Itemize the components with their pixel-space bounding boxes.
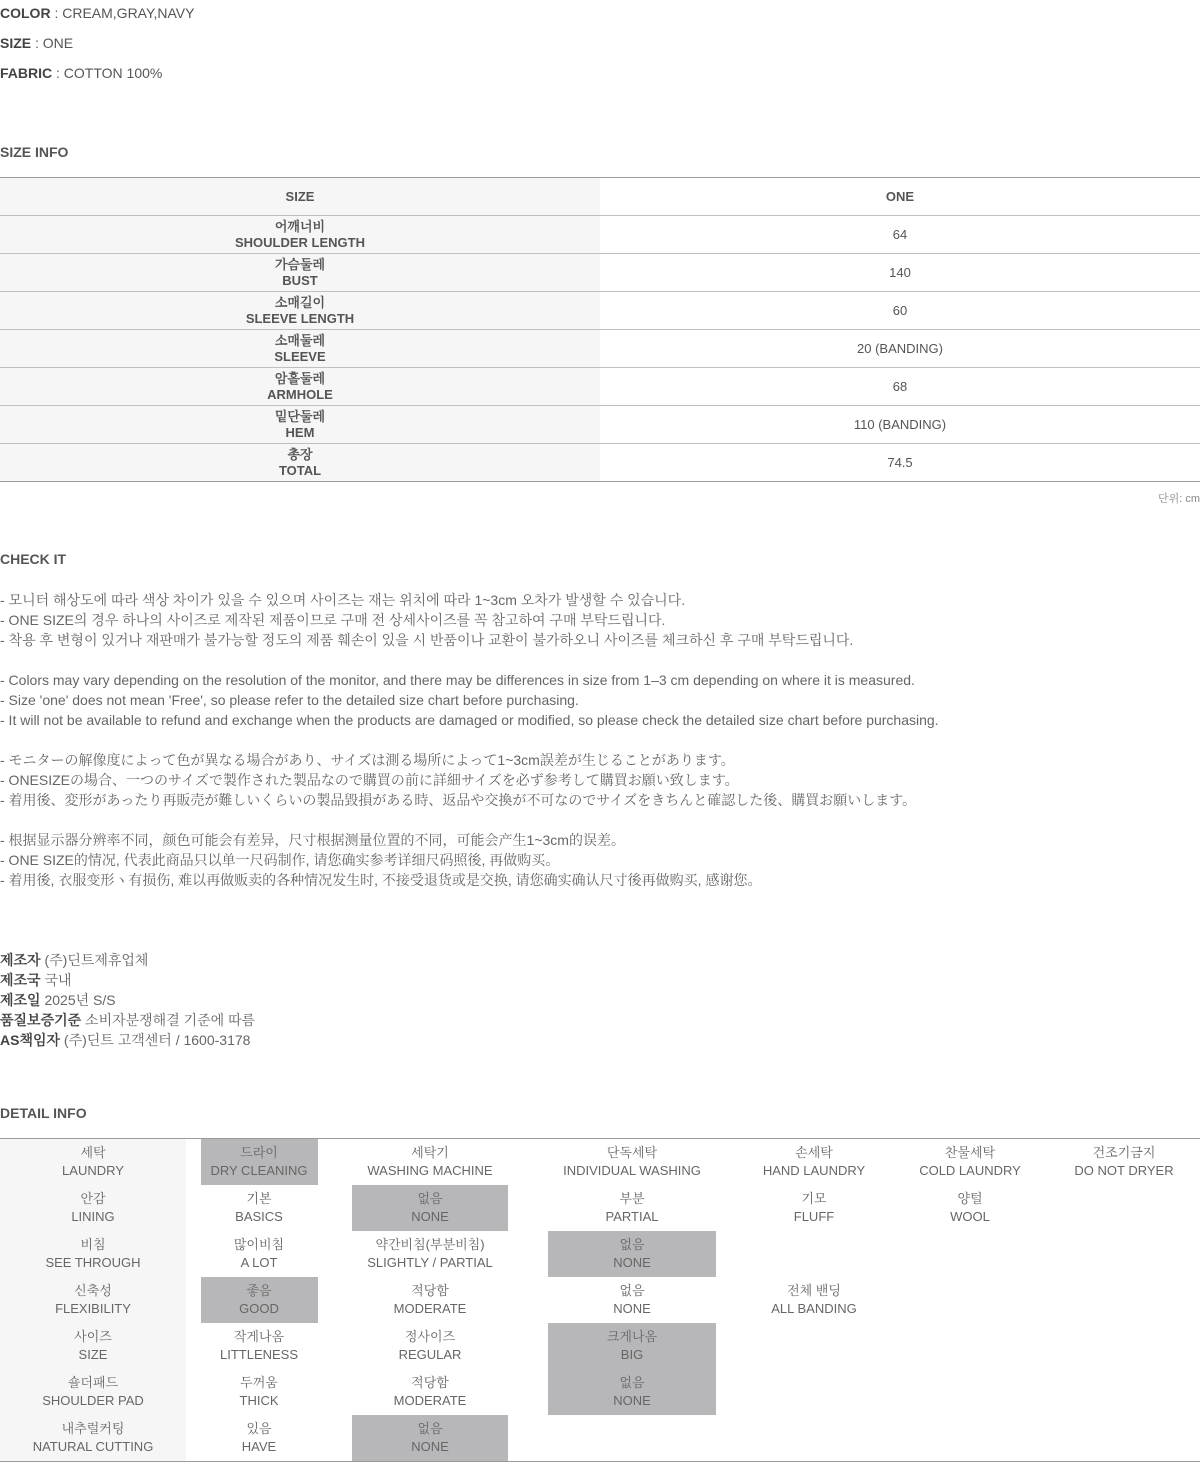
detail-empty-cell — [1048, 1185, 1200, 1231]
row-value: 64 — [600, 216, 1200, 254]
note-line: - Colors may vary depending on the resolution of the monitor, and there may be differences in size from 1–3 cm depending on where it is measured. — [0, 672, 915, 688]
detail-empty-cell — [736, 1231, 892, 1277]
detail-empty-cell — [736, 1369, 892, 1415]
detail-empty-cell — [892, 1231, 1048, 1277]
detail-option-selected — [332, 1185, 528, 1231]
selected-highlight: 없음 NONE — [548, 1369, 716, 1415]
detail-option: 건조기금지 DO NOT DRYER — [1048, 1139, 1200, 1186]
note-gap — [0, 810, 939, 830]
note-line: - ONESIZEの場合、一つのサイズで製作された製品なので購買の前に詳細サイズを必ず参考して購買お願い致します。 — [0, 772, 739, 788]
row-label: 어깨너비 SHOULDER LENGTH — [0, 216, 600, 254]
detail-empty-cell — [892, 1323, 1048, 1369]
detail-empty-cell — [736, 1323, 892, 1369]
table-row — [0, 216, 1200, 254]
detail-empty-cell — [528, 1415, 736, 1462]
row-label: 총장 TOTAL — [0, 444, 600, 482]
table-row — [0, 1415, 1200, 1462]
detail-option: 없음 NONE — [613, 1283, 651, 1316]
detail-empty-cell — [1048, 1323, 1200, 1369]
detail-option-selected — [528, 1231, 736, 1277]
maker-row: 품질보증기준 소비자분쟁해결 기준에 따름 — [0, 1012, 256, 1028]
row-label: 암홀둘레 ARMHOLE — [0, 368, 600, 406]
note-line: - It will not be available to refund and exchange when the products are damaged or modified, so please check the detailed size chart before purchasing. — [0, 712, 939, 728]
table-row — [0, 406, 1200, 444]
note-line: - ONE SIZE의 경우 하나의 사이즈로 제작된 제품이므로 구매 전 상세사이즈를 꼭 참고하여 구매 부탁드립니다. — [0, 612, 666, 628]
detail-option-selected — [528, 1369, 736, 1415]
size-table — [0, 177, 1200, 482]
row-value: 74.5 — [600, 444, 1200, 482]
selected-highlight: 없음 NONE — [352, 1185, 508, 1231]
unit-note: 단위: cm — [1157, 493, 1200, 505]
detail-empty-cell — [1048, 1369, 1200, 1415]
detail-row-label: 세탁 LAUNDRY — [0, 1139, 186, 1186]
spec-size: SIZE : ONE — [0, 35, 74, 51]
detail-option: 있음 HAVE — [186, 1415, 332, 1462]
selected-highlight: 없음 NONE — [352, 1415, 508, 1461]
table-row — [0, 330, 1200, 368]
detail-option: 기본 BASICS — [235, 1191, 283, 1224]
note-line: - 착용 후 변형이 있거나 재판매가 불가능할 정도의 제품 훼손이 있을 시 반품이나 교환이 불가하오니 사이즈를 체크하신 후 구매 부탁드립니다. — [0, 632, 854, 648]
detail-option: 전체 밴딩 ALL BANDING — [771, 1283, 857, 1316]
note-line: - Size 'one' does not mean 'Free', so please refer to the detailed size chart before purchasing. — [0, 692, 579, 708]
row-label: 가슴둘레 BUST — [0, 254, 600, 292]
detail-option: 단독세탁 INDIVIDUAL WASHING — [528, 1139, 736, 1186]
detail-row-label: 안감 LINING — [0, 1185, 186, 1231]
table-row — [0, 1139, 1200, 1186]
selected-highlight: 드라이 DRY CLEANING — [201, 1139, 318, 1185]
detail-option: 두꺼움 THICK — [239, 1375, 279, 1408]
detail-option-selected — [186, 1277, 332, 1323]
maker-info — [0, 950, 255, 1050]
detail-table — [0, 1138, 1200, 1462]
detail-empty-cell — [1048, 1415, 1200, 1462]
detail-info-title: DETAIL INFO — [0, 1105, 87, 1121]
detail-option-selected — [528, 1323, 736, 1369]
table-row — [0, 1277, 1200, 1323]
note-line: - 着用後, 衣服变形ヽ有损伤, 难以再做贩卖的各种情况发生时, 不接受退货或是交换, 请您确实确认尺寸後再做购买, 感谢您。 — [0, 872, 762, 888]
table-row — [0, 292, 1200, 330]
size-info-title: SIZE INFO — [0, 144, 69, 160]
detail-option: 기모 FLUFF — [793, 1191, 835, 1224]
maker-row: 제조국 국내 — [0, 972, 72, 988]
size-header-label: SIZE — [0, 178, 600, 216]
detail-row-label: 사이즈 SIZE — [0, 1323, 186, 1369]
note-line: - 根据显示器分辨率不同，颜色可能会有差异，尺寸根据测量位置的不同，可能会产生1~3cm的误差。 — [0, 832, 625, 848]
row-value: 20 (BANDING) — [600, 330, 1200, 368]
detail-empty-cell — [892, 1369, 1048, 1415]
table-row — [0, 1231, 1200, 1277]
detail-empty-cell — [736, 1415, 892, 1462]
detail-row-label: 내추럴커팅 NATURAL CUTTING — [0, 1415, 186, 1462]
detail-row-label: 숄더패드 SHOULDER PAD — [0, 1369, 186, 1415]
note-line: - 着用後、変形があったり再販売が難しいくらいの製品毀損がある時、返品や交換が不可なのでサイズをきちんと確認した後、購買お願いします。 — [0, 792, 917, 808]
table-row — [0, 1323, 1200, 1369]
row-label: 소매길이 SLEEVE LENGTH — [0, 292, 600, 330]
note-line: - ONE SIZE的情况, 代表此商品只以单一尺码制作, 请您确实参考详细尺码照後, 再做购买。 — [0, 852, 560, 868]
detail-empty-cell — [1048, 1277, 1200, 1323]
spec-color: COLOR : CREAM,GRAY,NAVY — [0, 5, 195, 21]
table-row — [0, 368, 1200, 406]
selected-highlight: 없음 NONE — [548, 1231, 716, 1277]
detail-empty-cell — [1048, 1231, 1200, 1277]
detail-option: 손세탁 HAND LAUNDRY — [736, 1139, 892, 1186]
detail-option: 작게나옴 LITTLENESS — [219, 1329, 299, 1362]
note-line: - 모니터 해상도에 따라 색상 차이가 있을 수 있으며 사이즈는 재는 위치에 따라 1~3cm 오차가 발생할 수 있습니다. — [0, 592, 686, 608]
check-it-notes — [0, 590, 939, 890]
table-row — [0, 254, 1200, 292]
maker-row: 제조자 (주)딘트제휴업체 — [0, 952, 149, 968]
note-gap — [0, 730, 939, 750]
maker-row: 제조일 2025년 S/S — [0, 992, 116, 1008]
size-table-header — [0, 178, 1200, 216]
check-it-title: CHECK IT — [0, 551, 67, 567]
detail-option: 적당함 MODERATE — [393, 1283, 467, 1316]
table-row — [0, 444, 1200, 482]
detail-option: 약간비침(부분비침) SLIGHTLY / PARTIAL — [367, 1237, 493, 1270]
row-label: 소매둘레 SLEEVE — [0, 330, 600, 368]
detail-row-label: 신축성 FLEXIBILITY — [0, 1277, 186, 1323]
table-row — [0, 1185, 1200, 1231]
detail-option: 부분 PARTIAL — [605, 1191, 659, 1224]
selected-highlight: 좋음 GOOD — [201, 1277, 318, 1323]
detail-empty-cell — [892, 1415, 1048, 1462]
row-value: 140 — [600, 254, 1200, 292]
row-label: 밑단둘레 HEM — [0, 406, 600, 444]
detail-option: 정사이즈 REGULAR — [398, 1329, 462, 1362]
detail-option: 많이비침 A LOT — [233, 1237, 285, 1270]
row-value: 60 — [600, 292, 1200, 330]
row-value: 68 — [600, 368, 1200, 406]
note-gap — [0, 650, 939, 670]
detail-option-selected — [186, 1139, 332, 1186]
detail-option: 세탁기 WASHING MACHINE — [332, 1139, 528, 1186]
table-row — [0, 1369, 1200, 1415]
selected-highlight: 크게나옴 BIG — [548, 1323, 716, 1369]
detail-option: 찬물세탁 COLD LAUNDRY — [892, 1139, 1048, 1186]
note-line: - モニターの解像度によって色が異なる場合があり、サイズは測る場所によって1~3cm誤差が生じることがあります。 — [0, 752, 735, 768]
detail-option-selected — [332, 1415, 528, 1462]
maker-row: AS책임자 (주)딘트 고객센터 / 1600-3178 — [0, 1032, 251, 1048]
detail-row-label: 비침 SEE THROUGH — [0, 1231, 186, 1277]
detail-option: 적당함 MODERATE — [393, 1375, 467, 1408]
size-header-value: ONE — [600, 178, 1200, 216]
detail-empty-cell — [892, 1277, 1048, 1323]
detail-option: 양털 WOOL — [950, 1191, 990, 1224]
row-value: 110 (BANDING) — [600, 406, 1200, 444]
spec-fabric: FABRIC : COTTON 100% — [0, 65, 163, 81]
